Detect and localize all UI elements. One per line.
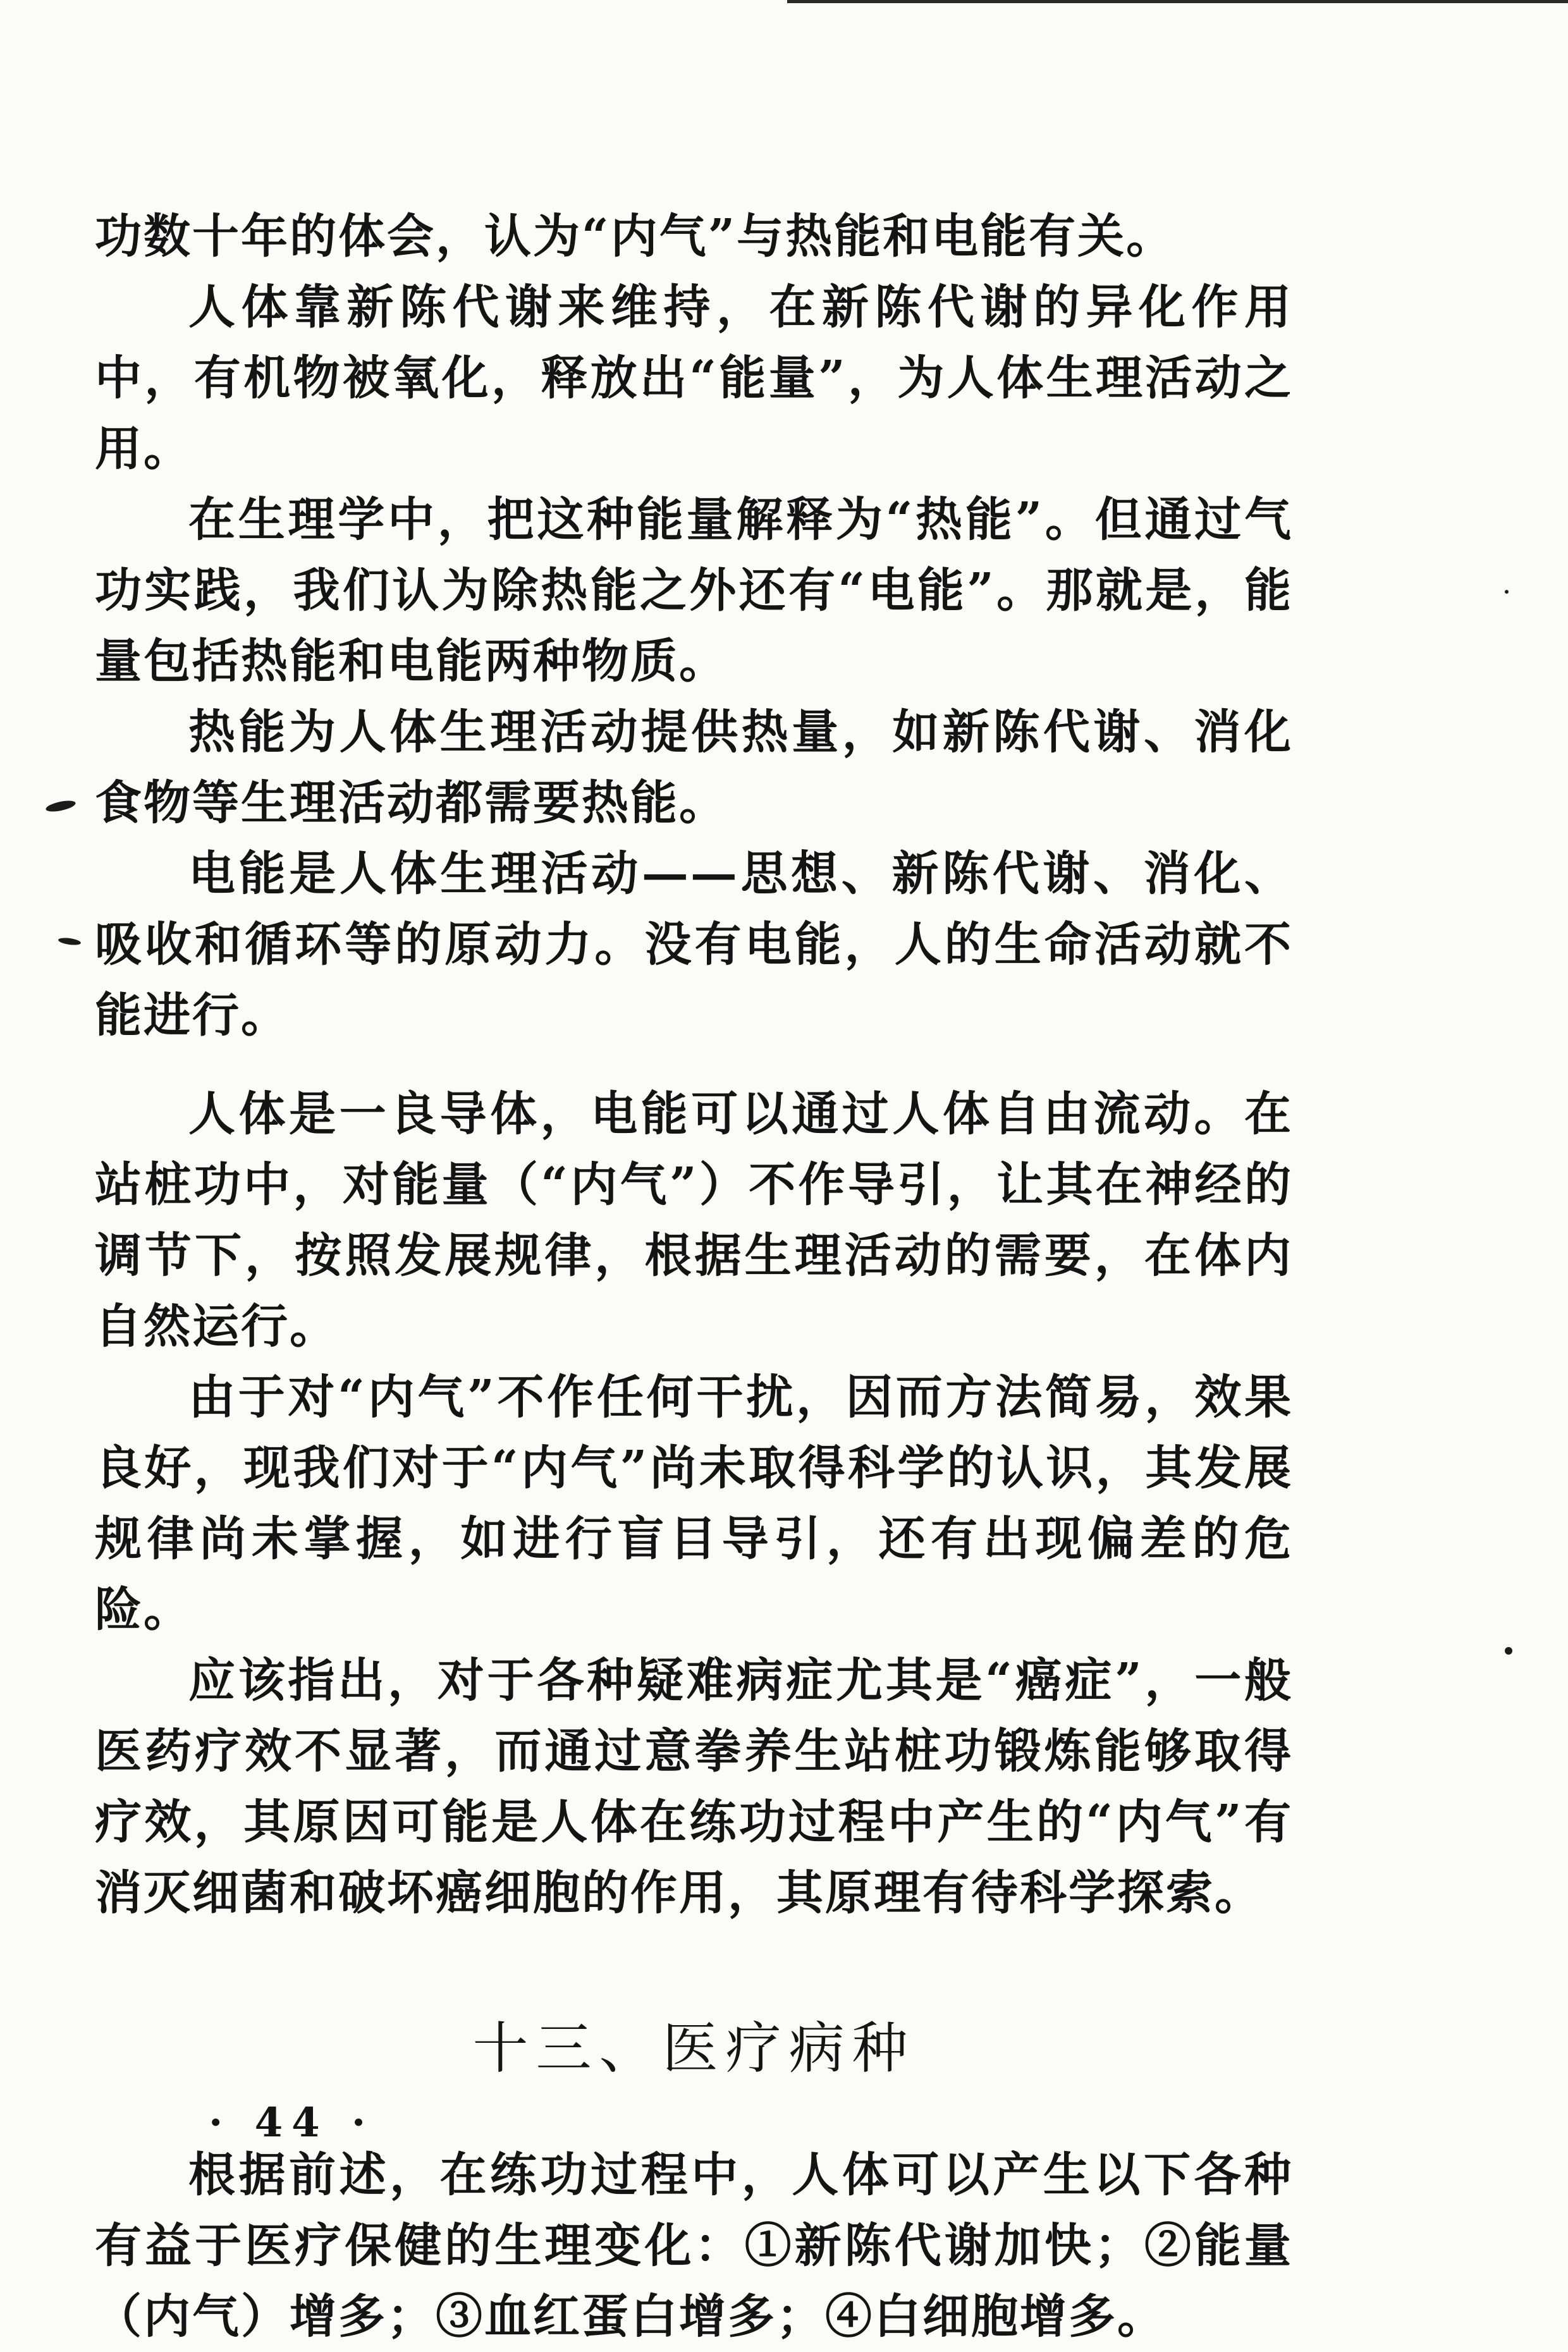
paragraph-no-interference: 由于对“内气”不作任何干扰，因而方法简易，效果良好，现我们对于“内气”尚未取得科学的认识，其发展规律尚未掌握，如进行盲目导引，还有出现偏差的危险。 [95, 1370, 1293, 1637]
page-number: · 44 · [209, 2099, 375, 2147]
paragraph-heat-energy: 热能为人体生理活动提供热量，如新陈代谢、消化食物等生理活动都需要热能。 [95, 705, 1293, 830]
ink-blot-left-upper [45, 799, 77, 814]
page-body [95, 201, 1293, 2352]
ink-speck-right [1505, 590, 1509, 594]
paragraph-cancer-treatment: 应该指出，对于各种疑难病症尤其是“癌症”，一般医药疗效不显著，而通过意拳养生站桩功锻炼能够取得疗效，其原因可能是人体在练功过程中产生的“内气”有消灭细菌和破坏癌细胞的作用，其原理有待科学探索。 [95, 1653, 1293, 1920]
paragraph-heat-electric-energy: 在生理学中，把这种能量解释为“热能”。但通过气功实践，我们认为除热能之外还有“电能”。那就是，能量包括热能和电能两种物质。 [95, 493, 1293, 689]
ink-blot-left-lower [58, 937, 81, 946]
top-border-line [787, 0, 1568, 3]
ink-dot-right [1505, 1647, 1512, 1655]
paragraph-continuation: 功数十年的体会，认为“内气”与热能和电能有关。 [95, 209, 1175, 264]
paragraph-electric-energy: 电能是人体生理活动——思想、新陈代谢、消化、吸收和循环等的原动力。没有电能，人的生命活动就不能进行。 [95, 847, 1293, 1043]
paragraph-conductor: 人体是一良导体，电能可以通过人体自由流动。在站桩功中，对能量（“内气”）不作导引，让其在神经的调节下，按照发展规律，根据生理活动的需要，在体内自然运行。 [95, 1087, 1293, 1354]
section-title: 十三、医疗病种 [472, 2016, 916, 2081]
paragraph-metabolism: 人体靠新陈代谢来维持，在新陈代谢的异化作用中，有机物被氧化，释放出“能量”，为人体生理活动之用。 [95, 280, 1293, 476]
paragraph-physiological-changes: 根据前述，在练功过程中，人体可以产生以下各种有益于医疗保健的生理变化：①新陈代谢加快；②能量（内气）增多；③血红蛋白增多；④白细胞增多。 [95, 2148, 1293, 2344]
